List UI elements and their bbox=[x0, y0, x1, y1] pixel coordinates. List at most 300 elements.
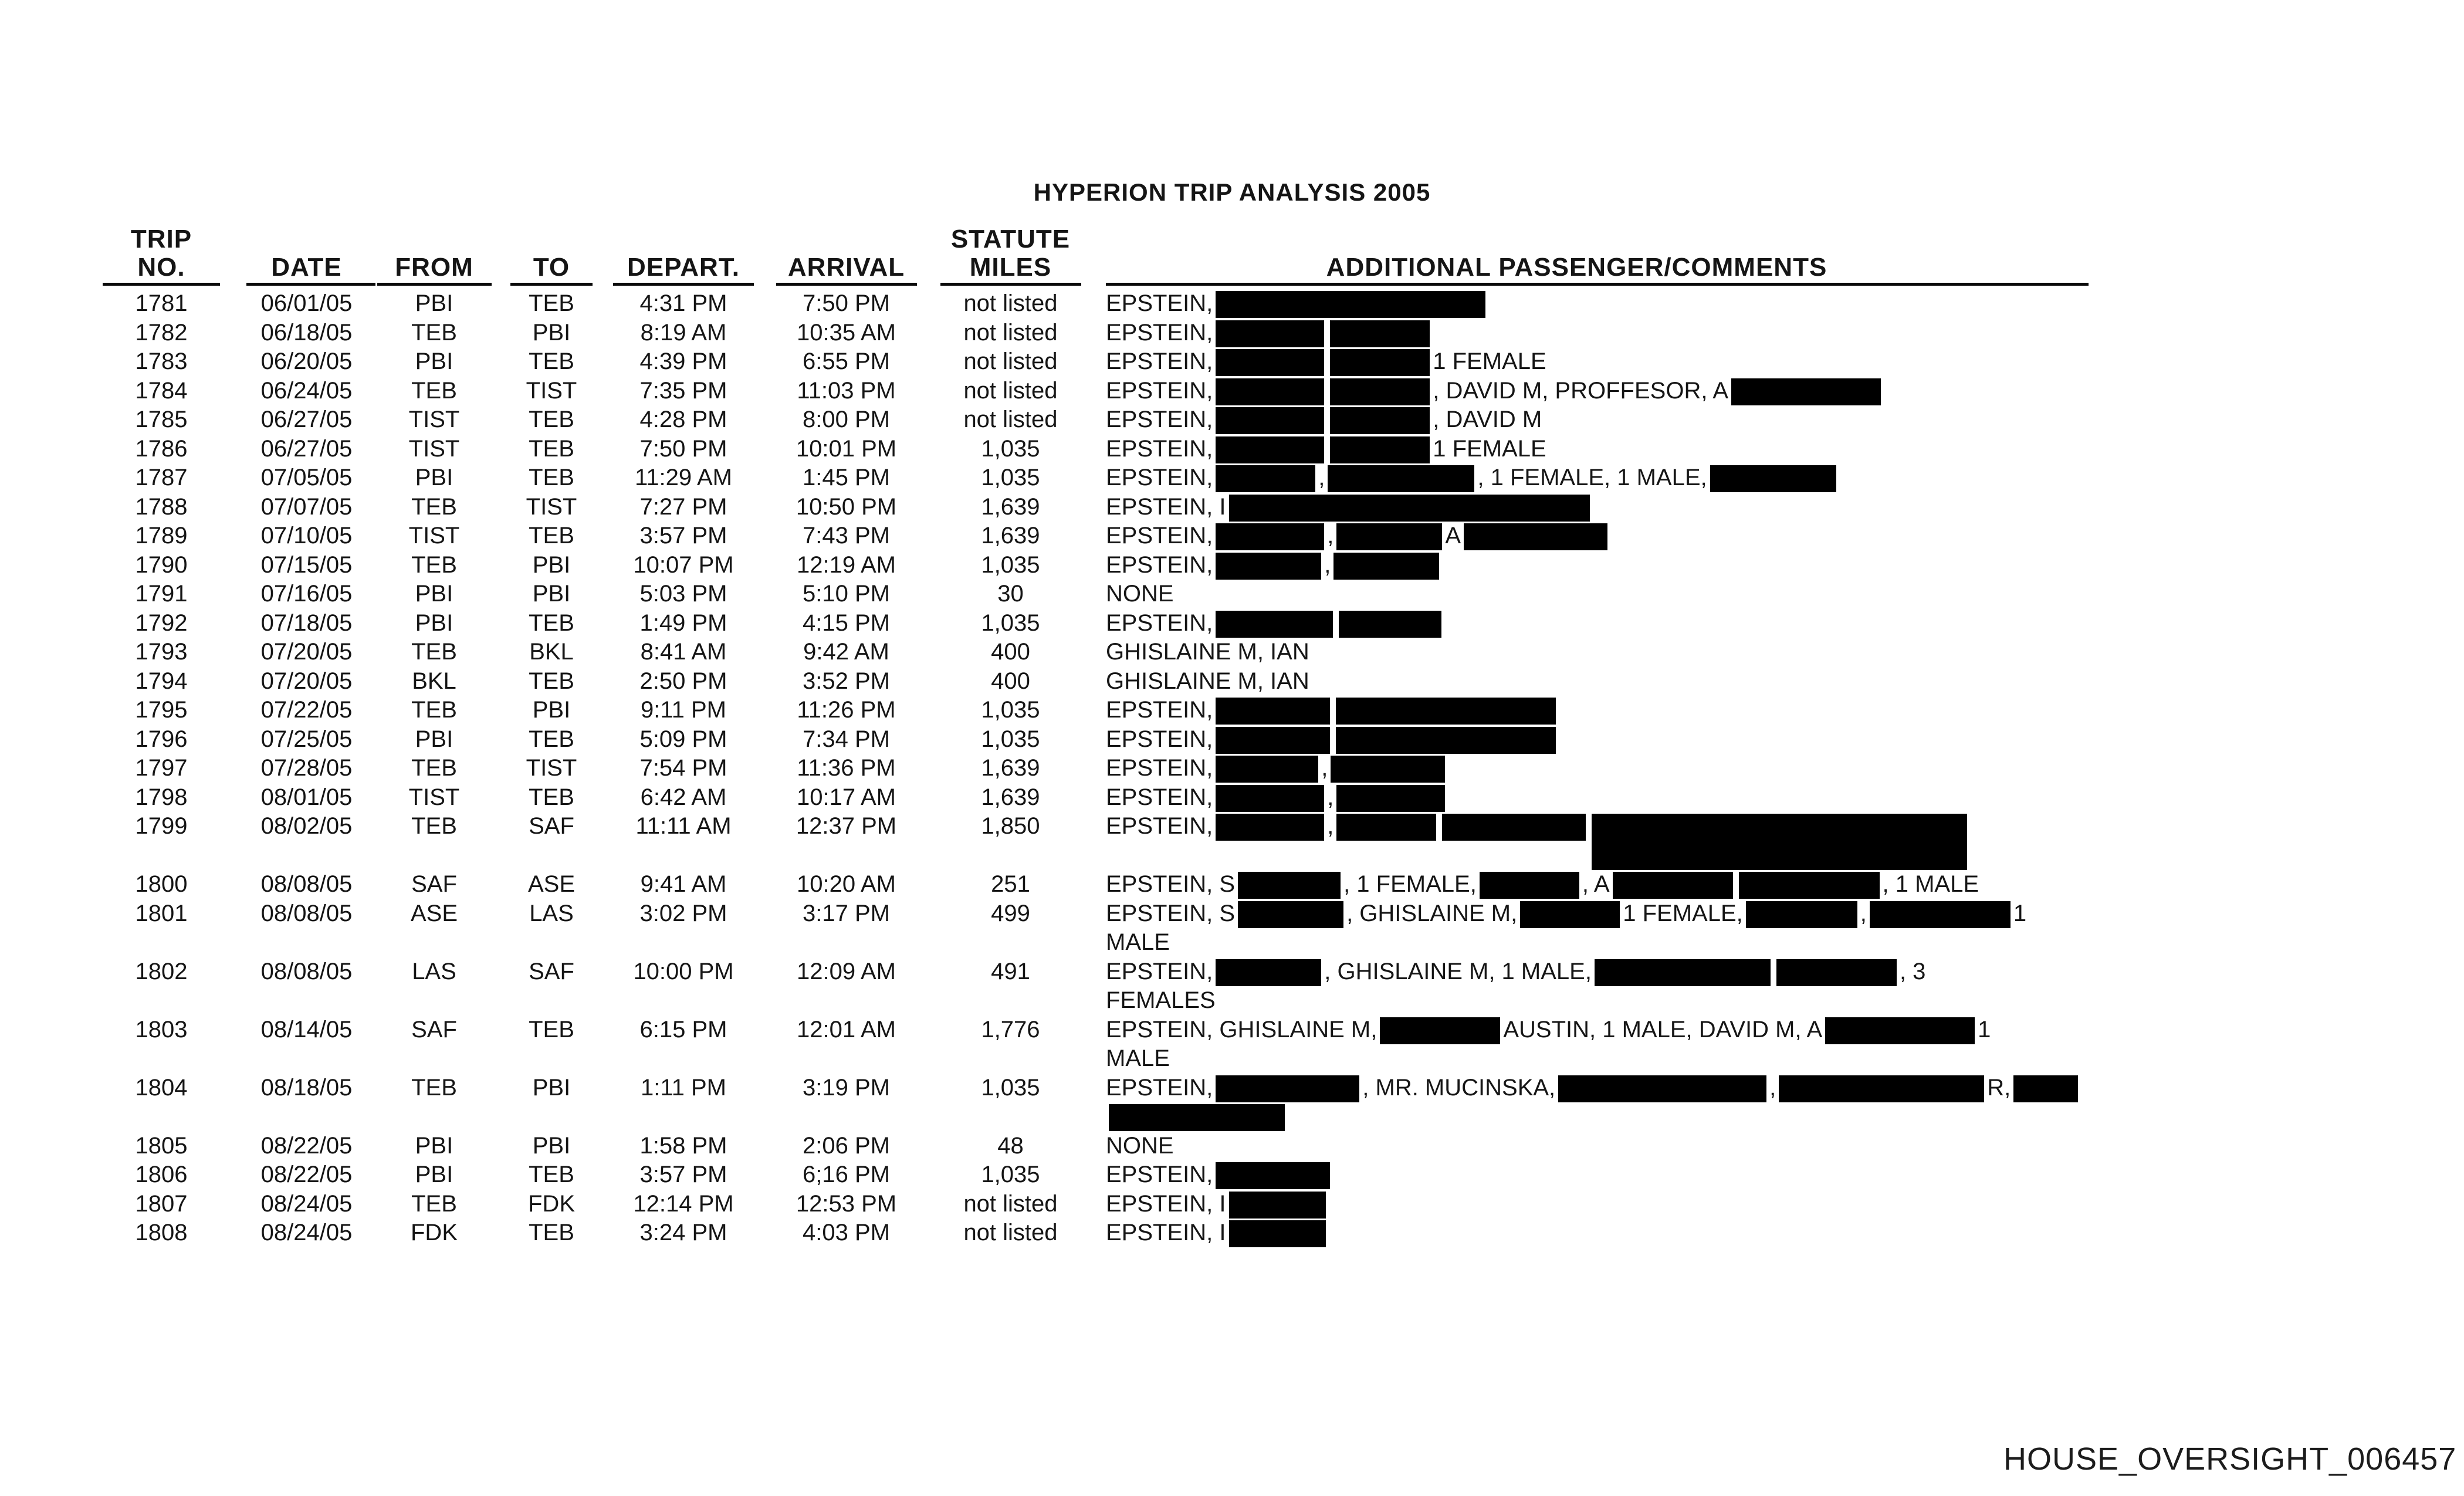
redaction-bar bbox=[1229, 1225, 1326, 1243]
cell-trip: 1806 bbox=[135, 1162, 188, 1187]
cell-date: 08/02/05 bbox=[260, 813, 353, 839]
table-row bbox=[76, 638, 2171, 667]
comment-text: , 1 MALE bbox=[1882, 871, 1979, 897]
cell-empty bbox=[76, 1044, 246, 1074]
cell-date: 08/18/05 bbox=[260, 1074, 353, 1101]
cell-miles: 400 bbox=[991, 668, 1030, 694]
cell-arrival: 3:19 PM bbox=[803, 1074, 890, 1101]
cell-from: TIST bbox=[408, 435, 460, 462]
table-row bbox=[76, 1219, 2171, 1248]
cell-comments bbox=[1094, 1160, 2171, 1190]
cell-comments bbox=[1094, 1044, 2171, 1074]
cell-arrival: 10:01 PM bbox=[796, 435, 897, 462]
cell-comments bbox=[1094, 957, 2171, 987]
redaction-bar bbox=[1216, 412, 1324, 429]
cell-empty bbox=[927, 986, 1094, 1016]
cell-arrival: 7:50 PM bbox=[803, 290, 890, 316]
cell-depart: 10:07 PM bbox=[633, 551, 734, 578]
table-row bbox=[76, 667, 2171, 696]
cell-trip: 1796 bbox=[135, 726, 188, 752]
cell-comments bbox=[1094, 289, 2171, 319]
table-row bbox=[76, 899, 2171, 929]
redaction-bar bbox=[1216, 441, 1324, 459]
comment-text: 1 bbox=[1978, 1016, 1991, 1043]
table-row bbox=[76, 1074, 2171, 1103]
header-underline bbox=[246, 283, 375, 286]
cell-empty bbox=[76, 928, 246, 957]
cell-from: LAS bbox=[412, 958, 456, 984]
column-header-group-comments bbox=[1094, 225, 2171, 254]
comment-text: EPSTEIN, bbox=[1106, 551, 1213, 578]
cell-comments bbox=[1094, 435, 2171, 464]
cell-comments bbox=[1094, 1016, 2171, 1045]
comment-text: , bbox=[1327, 523, 1334, 549]
cell-date: 06/27/05 bbox=[260, 407, 353, 432]
cell-depart: 3:57 PM bbox=[639, 523, 727, 549]
redaction-bar bbox=[1739, 876, 1880, 894]
redaction-bar bbox=[1216, 615, 1333, 633]
comment-text: EPSTEIN, bbox=[1106, 407, 1213, 432]
cell-trip: 1798 bbox=[135, 784, 188, 810]
cell-empty bbox=[246, 1102, 367, 1132]
cell-trip: 1784 bbox=[135, 377, 188, 404]
redaction-bar bbox=[1216, 470, 1315, 488]
cell-depart: 2:50 PM bbox=[639, 668, 727, 694]
cell-comments bbox=[1094, 696, 2171, 725]
cell-miles: 1,035 bbox=[981, 435, 1040, 462]
redaction-bar bbox=[1330, 354, 1430, 371]
column-header-group-depart bbox=[601, 225, 766, 254]
cell-date: 07/18/05 bbox=[260, 610, 353, 636]
cell-trip: 1789 bbox=[135, 523, 188, 549]
cell-depart: 9:41 AM bbox=[640, 871, 727, 897]
cell-from: PBI bbox=[415, 465, 453, 490]
redaction-bar bbox=[1238, 906, 1343, 923]
cell-arrival: 3:17 PM bbox=[803, 900, 890, 926]
redaction-bar bbox=[1558, 1080, 1766, 1098]
cell-empty bbox=[601, 986, 766, 1016]
cell-from: TEB bbox=[411, 813, 457, 839]
cell-miles: 1,035 bbox=[981, 465, 1040, 490]
column-header-label: DEPART. bbox=[627, 253, 740, 282]
cell-comments bbox=[1094, 667, 2171, 696]
cell-comments bbox=[1094, 493, 2171, 522]
redaction-bar bbox=[1731, 383, 1881, 401]
redaction-bar bbox=[1229, 1196, 1326, 1214]
comment-text: , GHISLAINE M, bbox=[1346, 900, 1518, 926]
cell-miles: 1,639 bbox=[981, 493, 1040, 520]
redaction-bar bbox=[1480, 876, 1579, 894]
cell-to: TEB bbox=[529, 668, 574, 694]
cell-depart: 3:57 PM bbox=[639, 1162, 727, 1187]
cell-empty bbox=[76, 1102, 246, 1132]
comment-text: EPSTEIN, bbox=[1106, 348, 1213, 374]
cell-comments bbox=[1094, 986, 2171, 1016]
redaction-bar bbox=[1330, 325, 1430, 343]
header-underline bbox=[1106, 283, 2089, 286]
column-header-trip bbox=[76, 254, 246, 289]
cell-comments bbox=[1094, 725, 2171, 754]
cell-empty bbox=[601, 928, 766, 957]
comment-text: FEMALES bbox=[1106, 987, 1216, 1013]
cell-trip: 1785 bbox=[135, 407, 188, 432]
comment-text: , bbox=[1860, 900, 1867, 926]
redaction-bar bbox=[1330, 412, 1430, 429]
table-row bbox=[76, 463, 2171, 493]
comment-text: , A bbox=[1582, 871, 1610, 897]
cell-miles: 48 bbox=[997, 1132, 1024, 1159]
cell-trip: 1788 bbox=[135, 493, 188, 520]
cell-comments bbox=[1094, 1102, 2171, 1132]
cell-depart: 4:28 PM bbox=[639, 407, 727, 432]
table-row bbox=[76, 1016, 2171, 1045]
table-row bbox=[76, 289, 2171, 319]
column-header-group-from bbox=[367, 225, 502, 254]
cell-depart: 6:42 AM bbox=[640, 784, 727, 810]
comment-text: EPSTEIN, bbox=[1106, 1074, 1213, 1101]
cell-from: PBI bbox=[415, 1132, 453, 1159]
cell-miles: 1,776 bbox=[981, 1016, 1040, 1043]
column-header-label: DATE bbox=[271, 253, 342, 282]
cell-date: 07/22/05 bbox=[260, 697, 353, 723]
cell-miles: 1,035 bbox=[981, 726, 1040, 752]
cell-empty bbox=[367, 928, 502, 957]
redaction-bar bbox=[1216, 790, 1324, 807]
cell-empty bbox=[367, 986, 502, 1016]
cell-to: PBI bbox=[532, 581, 571, 607]
redaction-bar bbox=[1336, 732, 1556, 749]
cell-to: TEB bbox=[529, 610, 574, 636]
cell-trip: 1800 bbox=[135, 871, 188, 897]
cell-from: SAF bbox=[411, 1016, 457, 1043]
cell-empty bbox=[246, 986, 367, 1016]
cell-from: ASE bbox=[410, 900, 458, 926]
column-header-group-trip: TRIP bbox=[130, 225, 192, 253]
cell-miles: not listed bbox=[963, 1220, 1058, 1245]
comment-text: NONE bbox=[1106, 581, 1174, 607]
cell-from: TEB bbox=[411, 1190, 457, 1217]
cell-arrival: 12:53 PM bbox=[796, 1190, 897, 1217]
redaction-bar bbox=[1339, 615, 1441, 633]
column-header-from bbox=[367, 254, 502, 289]
cell-comments bbox=[1094, 1190, 2171, 1219]
comment-text: EPSTEIN, S bbox=[1106, 871, 1236, 897]
cell-empty bbox=[76, 986, 246, 1016]
cell-arrival: 10:35 AM bbox=[796, 319, 896, 346]
cell-depart: 7:35 PM bbox=[639, 377, 727, 404]
column-header-date bbox=[246, 254, 367, 289]
redaction-bar bbox=[1464, 528, 1607, 546]
cell-comments bbox=[1094, 580, 2171, 609]
cell-arrival: 12:19 AM bbox=[796, 551, 896, 578]
cell-to: TEB bbox=[529, 1016, 574, 1043]
cell-trip: 1808 bbox=[135, 1220, 188, 1245]
table-row bbox=[76, 493, 2171, 522]
cell-comments bbox=[1094, 347, 2171, 377]
cell-from: BKL bbox=[412, 668, 456, 694]
cell-trip: 1783 bbox=[135, 348, 188, 374]
redaction-bar bbox=[1776, 964, 1897, 981]
cell-empty bbox=[601, 1102, 766, 1132]
cell-miles: not listed bbox=[963, 1190, 1058, 1217]
cell-arrival: 11:03 PM bbox=[797, 377, 896, 404]
cell-trip: 1782 bbox=[135, 319, 188, 346]
cell-from: PBI bbox=[415, 610, 453, 636]
comment-text: MALE bbox=[1106, 1045, 1170, 1071]
cell-arrival: 6:55 PM bbox=[803, 348, 890, 374]
cell-to: TIST bbox=[526, 493, 577, 520]
cell-empty bbox=[502, 1102, 601, 1132]
redaction-bar bbox=[1442, 818, 1586, 836]
comment-text: AUSTIN, 1 MALE, DAVID M, A bbox=[1503, 1016, 1823, 1043]
cell-empty bbox=[927, 928, 1094, 957]
table-row bbox=[76, 870, 2171, 899]
cell-date: 08/01/05 bbox=[260, 784, 353, 810]
cell-date: 07/20/05 bbox=[260, 668, 353, 694]
cell-comments bbox=[1094, 405, 2171, 435]
cell-depart: 1:58 PM bbox=[639, 1132, 727, 1159]
cell-date: 07/25/05 bbox=[260, 726, 353, 752]
comment-text: , DAVID M bbox=[1433, 407, 1542, 432]
cell-empty bbox=[766, 1044, 927, 1074]
redaction-bar bbox=[1216, 383, 1324, 401]
redaction-bar bbox=[1216, 1167, 1330, 1184]
cell-from: TIST bbox=[408, 407, 460, 432]
cell-comments bbox=[1094, 754, 2171, 783]
redaction-bar bbox=[1216, 1080, 1359, 1098]
column-header-label: ARRIVAL bbox=[787, 253, 905, 282]
cell-comments bbox=[1094, 870, 2171, 899]
comment-text: EPSTEIN, bbox=[1106, 1162, 1213, 1187]
cell-empty bbox=[502, 986, 601, 1016]
redaction-bar bbox=[1333, 557, 1439, 575]
table-row-continuation bbox=[76, 1044, 2171, 1074]
cell-miles: 1,035 bbox=[981, 697, 1040, 723]
header-underline bbox=[103, 283, 220, 286]
cell-trip: 1786 bbox=[135, 435, 188, 462]
cell-depart: 8:41 AM bbox=[640, 639, 727, 665]
header-underline bbox=[613, 283, 754, 286]
comment-text: NONE bbox=[1106, 1132, 1174, 1159]
redaction-bar bbox=[1216, 296, 1485, 313]
cell-arrival: 4:03 PM bbox=[803, 1220, 890, 1245]
cell-to: ASE bbox=[527, 871, 576, 897]
comment-text: , bbox=[1327, 784, 1334, 810]
redaction-bar bbox=[1216, 528, 1324, 546]
redaction-bar bbox=[1710, 470, 1836, 488]
redaction-bar bbox=[1336, 790, 1445, 807]
redaction-bar bbox=[1238, 876, 1341, 894]
cell-date: 08/22/05 bbox=[260, 1132, 353, 1159]
comment-text: 1 FEMALE bbox=[1433, 348, 1546, 374]
cell-arrival: 12:01 AM bbox=[796, 1016, 896, 1043]
redaction-bar bbox=[1216, 702, 1330, 720]
cell-trip: 1792 bbox=[135, 610, 188, 636]
comment-text: R, bbox=[1987, 1074, 2011, 1101]
cell-arrival: 2:06 PM bbox=[803, 1132, 890, 1159]
cell-date: 08/24/05 bbox=[260, 1220, 353, 1245]
redaction-bar bbox=[1216, 964, 1321, 981]
cell-date: 08/08/05 bbox=[260, 958, 353, 984]
cell-empty bbox=[246, 1044, 367, 1074]
cell-arrival: 10:17 AM bbox=[796, 784, 896, 810]
cell-miles: 1,035 bbox=[981, 1074, 1040, 1101]
redaction-bar bbox=[1109, 1109, 1285, 1126]
comment-text: , bbox=[1324, 551, 1331, 578]
cell-miles: not listed bbox=[963, 290, 1058, 316]
cell-miles: 1,035 bbox=[981, 1162, 1040, 1187]
cell-date: 06/27/05 bbox=[260, 435, 353, 462]
cell-arrival: 9:42 AM bbox=[803, 639, 889, 665]
comment-text: EPSTEIN, I bbox=[1106, 1190, 1226, 1217]
column-header-label: NO. bbox=[137, 253, 185, 282]
cell-depart: 6:15 PM bbox=[639, 1016, 727, 1043]
cell-to: TEB bbox=[529, 523, 574, 549]
cell-depart: 4:31 PM bbox=[639, 290, 727, 316]
cell-empty bbox=[601, 1044, 766, 1074]
comment-text: MALE bbox=[1106, 929, 1170, 955]
cell-trip: 1794 bbox=[135, 668, 188, 694]
cell-arrival: 5:10 PM bbox=[803, 581, 890, 607]
cell-depart: 1:11 PM bbox=[641, 1074, 726, 1101]
table-row bbox=[76, 725, 2171, 754]
cell-miles: 1,035 bbox=[981, 551, 1040, 578]
cell-depart: 11:29 AM bbox=[634, 465, 733, 490]
comment-text: EPSTEIN, I bbox=[1106, 493, 1226, 520]
cell-depart: 12:14 PM bbox=[633, 1190, 734, 1217]
cell-miles: 251 bbox=[991, 871, 1030, 897]
cell-to: TEB bbox=[529, 407, 574, 432]
cell-miles: 1,850 bbox=[981, 813, 1040, 839]
cell-trip: 1795 bbox=[135, 697, 188, 723]
cell-comments bbox=[1094, 1074, 2171, 1103]
cell-miles: not listed bbox=[963, 407, 1058, 432]
table-row-continuation bbox=[76, 986, 2171, 1016]
cell-comments bbox=[1094, 1132, 2171, 1161]
cell-comments bbox=[1094, 522, 2171, 551]
cell-from: TEB bbox=[411, 639, 457, 665]
cell-empty bbox=[766, 986, 927, 1016]
cell-arrival: 10:50 PM bbox=[796, 493, 897, 520]
column-header-group-arrival bbox=[766, 225, 927, 254]
comment-text: , 3 bbox=[1899, 958, 1926, 984]
cell-depart: 9:11 PM bbox=[641, 697, 726, 723]
cell-to: TEB bbox=[529, 435, 574, 462]
cell-from: TEB bbox=[411, 697, 457, 723]
table-row bbox=[76, 783, 2171, 813]
table-row bbox=[76, 1132, 2171, 1161]
column-header-label: MILES bbox=[969, 253, 1052, 282]
column-header-arrival bbox=[766, 254, 927, 289]
cell-trip: 1799 bbox=[135, 813, 188, 839]
comment-text: EPSTEIN, bbox=[1106, 755, 1213, 781]
comment-text: EPSTEIN, bbox=[1106, 319, 1213, 346]
cell-depart: 8:19 AM bbox=[640, 319, 727, 346]
cell-to: PBI bbox=[532, 1132, 571, 1159]
cell-empty bbox=[502, 1044, 601, 1074]
cell-to: TIST bbox=[526, 755, 577, 781]
comment-text: , MR. MUCINSKA, bbox=[1362, 1074, 1556, 1101]
comment-text: , DAVID M, PROFFESOR, A bbox=[1433, 377, 1729, 404]
cell-empty bbox=[367, 1044, 502, 1074]
redaction-bar bbox=[1779, 1080, 1984, 1098]
table-row bbox=[76, 405, 2171, 435]
comment-text: , GHISLAINE M, 1 MALE, bbox=[1324, 958, 1592, 984]
table-row bbox=[76, 522, 2171, 551]
column-header-label: TO bbox=[533, 253, 570, 282]
table-row bbox=[76, 1160, 2171, 1190]
cell-depart: 1:49 PM bbox=[639, 610, 727, 636]
redaction-bar bbox=[1595, 964, 1771, 981]
cell-trip: 1787 bbox=[135, 465, 188, 490]
cell-empty bbox=[927, 1044, 1094, 1074]
column-header-to bbox=[502, 254, 601, 289]
redaction-bar bbox=[1336, 818, 1436, 836]
comment-text: EPSTEIN, GHISLAINE M, bbox=[1106, 1016, 1377, 1043]
redaction-bar bbox=[1825, 1022, 1975, 1040]
column-header-label: FROM bbox=[395, 253, 473, 282]
cell-date: 06/20/05 bbox=[260, 348, 353, 374]
cell-arrival: 12:09 AM bbox=[796, 958, 896, 984]
column-header-group-date bbox=[246, 225, 367, 254]
cell-miles: 491 bbox=[991, 958, 1030, 984]
cell-depart: 10:00 PM bbox=[633, 958, 734, 984]
redaction-bar bbox=[1216, 732, 1330, 749]
cell-from: TEB bbox=[411, 493, 457, 520]
column-header-label: ADDITIONAL PASSENGER/COMMENTS bbox=[1326, 253, 1827, 282]
cell-comments bbox=[1094, 783, 2171, 813]
cell-date: 08/14/05 bbox=[260, 1016, 353, 1043]
cell-miles: not listed bbox=[963, 348, 1058, 374]
cell-arrival: 1:45 PM bbox=[803, 465, 890, 490]
cell-to: TEB bbox=[529, 726, 574, 752]
cell-trip: 1807 bbox=[135, 1190, 188, 1217]
cell-trip: 1801 bbox=[135, 900, 188, 926]
cell-comments bbox=[1094, 551, 2171, 580]
comment-text: GHISLAINE M, IAN bbox=[1106, 668, 1309, 694]
cell-arrival: 11:26 PM bbox=[797, 697, 896, 723]
redaction-bar bbox=[1229, 499, 1590, 517]
cell-date: 08/24/05 bbox=[260, 1190, 353, 1217]
cell-trip: 1803 bbox=[135, 1016, 188, 1043]
cell-to: SAF bbox=[529, 813, 574, 839]
cell-from: FDK bbox=[411, 1220, 458, 1245]
cell-from: TEB bbox=[411, 1074, 457, 1101]
header-underline bbox=[510, 283, 593, 286]
cell-arrival: 6;16 PM bbox=[803, 1162, 890, 1187]
cell-to: BKL bbox=[529, 639, 574, 665]
redaction-bar bbox=[1336, 702, 1556, 720]
header-underline bbox=[377, 283, 492, 286]
document-id-stamp: HOUSE_OVERSIGHT_006457 bbox=[2003, 1441, 2457, 1477]
cell-arrival: 10:20 AM bbox=[796, 871, 896, 897]
cell-depart: 3:24 PM bbox=[639, 1220, 727, 1245]
redaction-bar bbox=[1216, 557, 1321, 575]
cell-empty bbox=[367, 1102, 502, 1132]
cell-from: PBI bbox=[415, 581, 453, 607]
cell-depart: 5:09 PM bbox=[639, 726, 727, 752]
cell-comments bbox=[1094, 609, 2171, 638]
cell-empty bbox=[502, 928, 601, 957]
cell-to: LAS bbox=[529, 900, 574, 926]
cell-arrival: 12:37 PM bbox=[796, 813, 897, 839]
redaction-bar bbox=[1216, 760, 1318, 778]
table-row bbox=[76, 347, 2171, 377]
cell-date: 07/15/05 bbox=[260, 551, 353, 578]
cell-from: PBI bbox=[415, 348, 453, 374]
cell-depart: 3:02 PM bbox=[639, 900, 727, 926]
cell-miles: not listed bbox=[963, 377, 1058, 404]
